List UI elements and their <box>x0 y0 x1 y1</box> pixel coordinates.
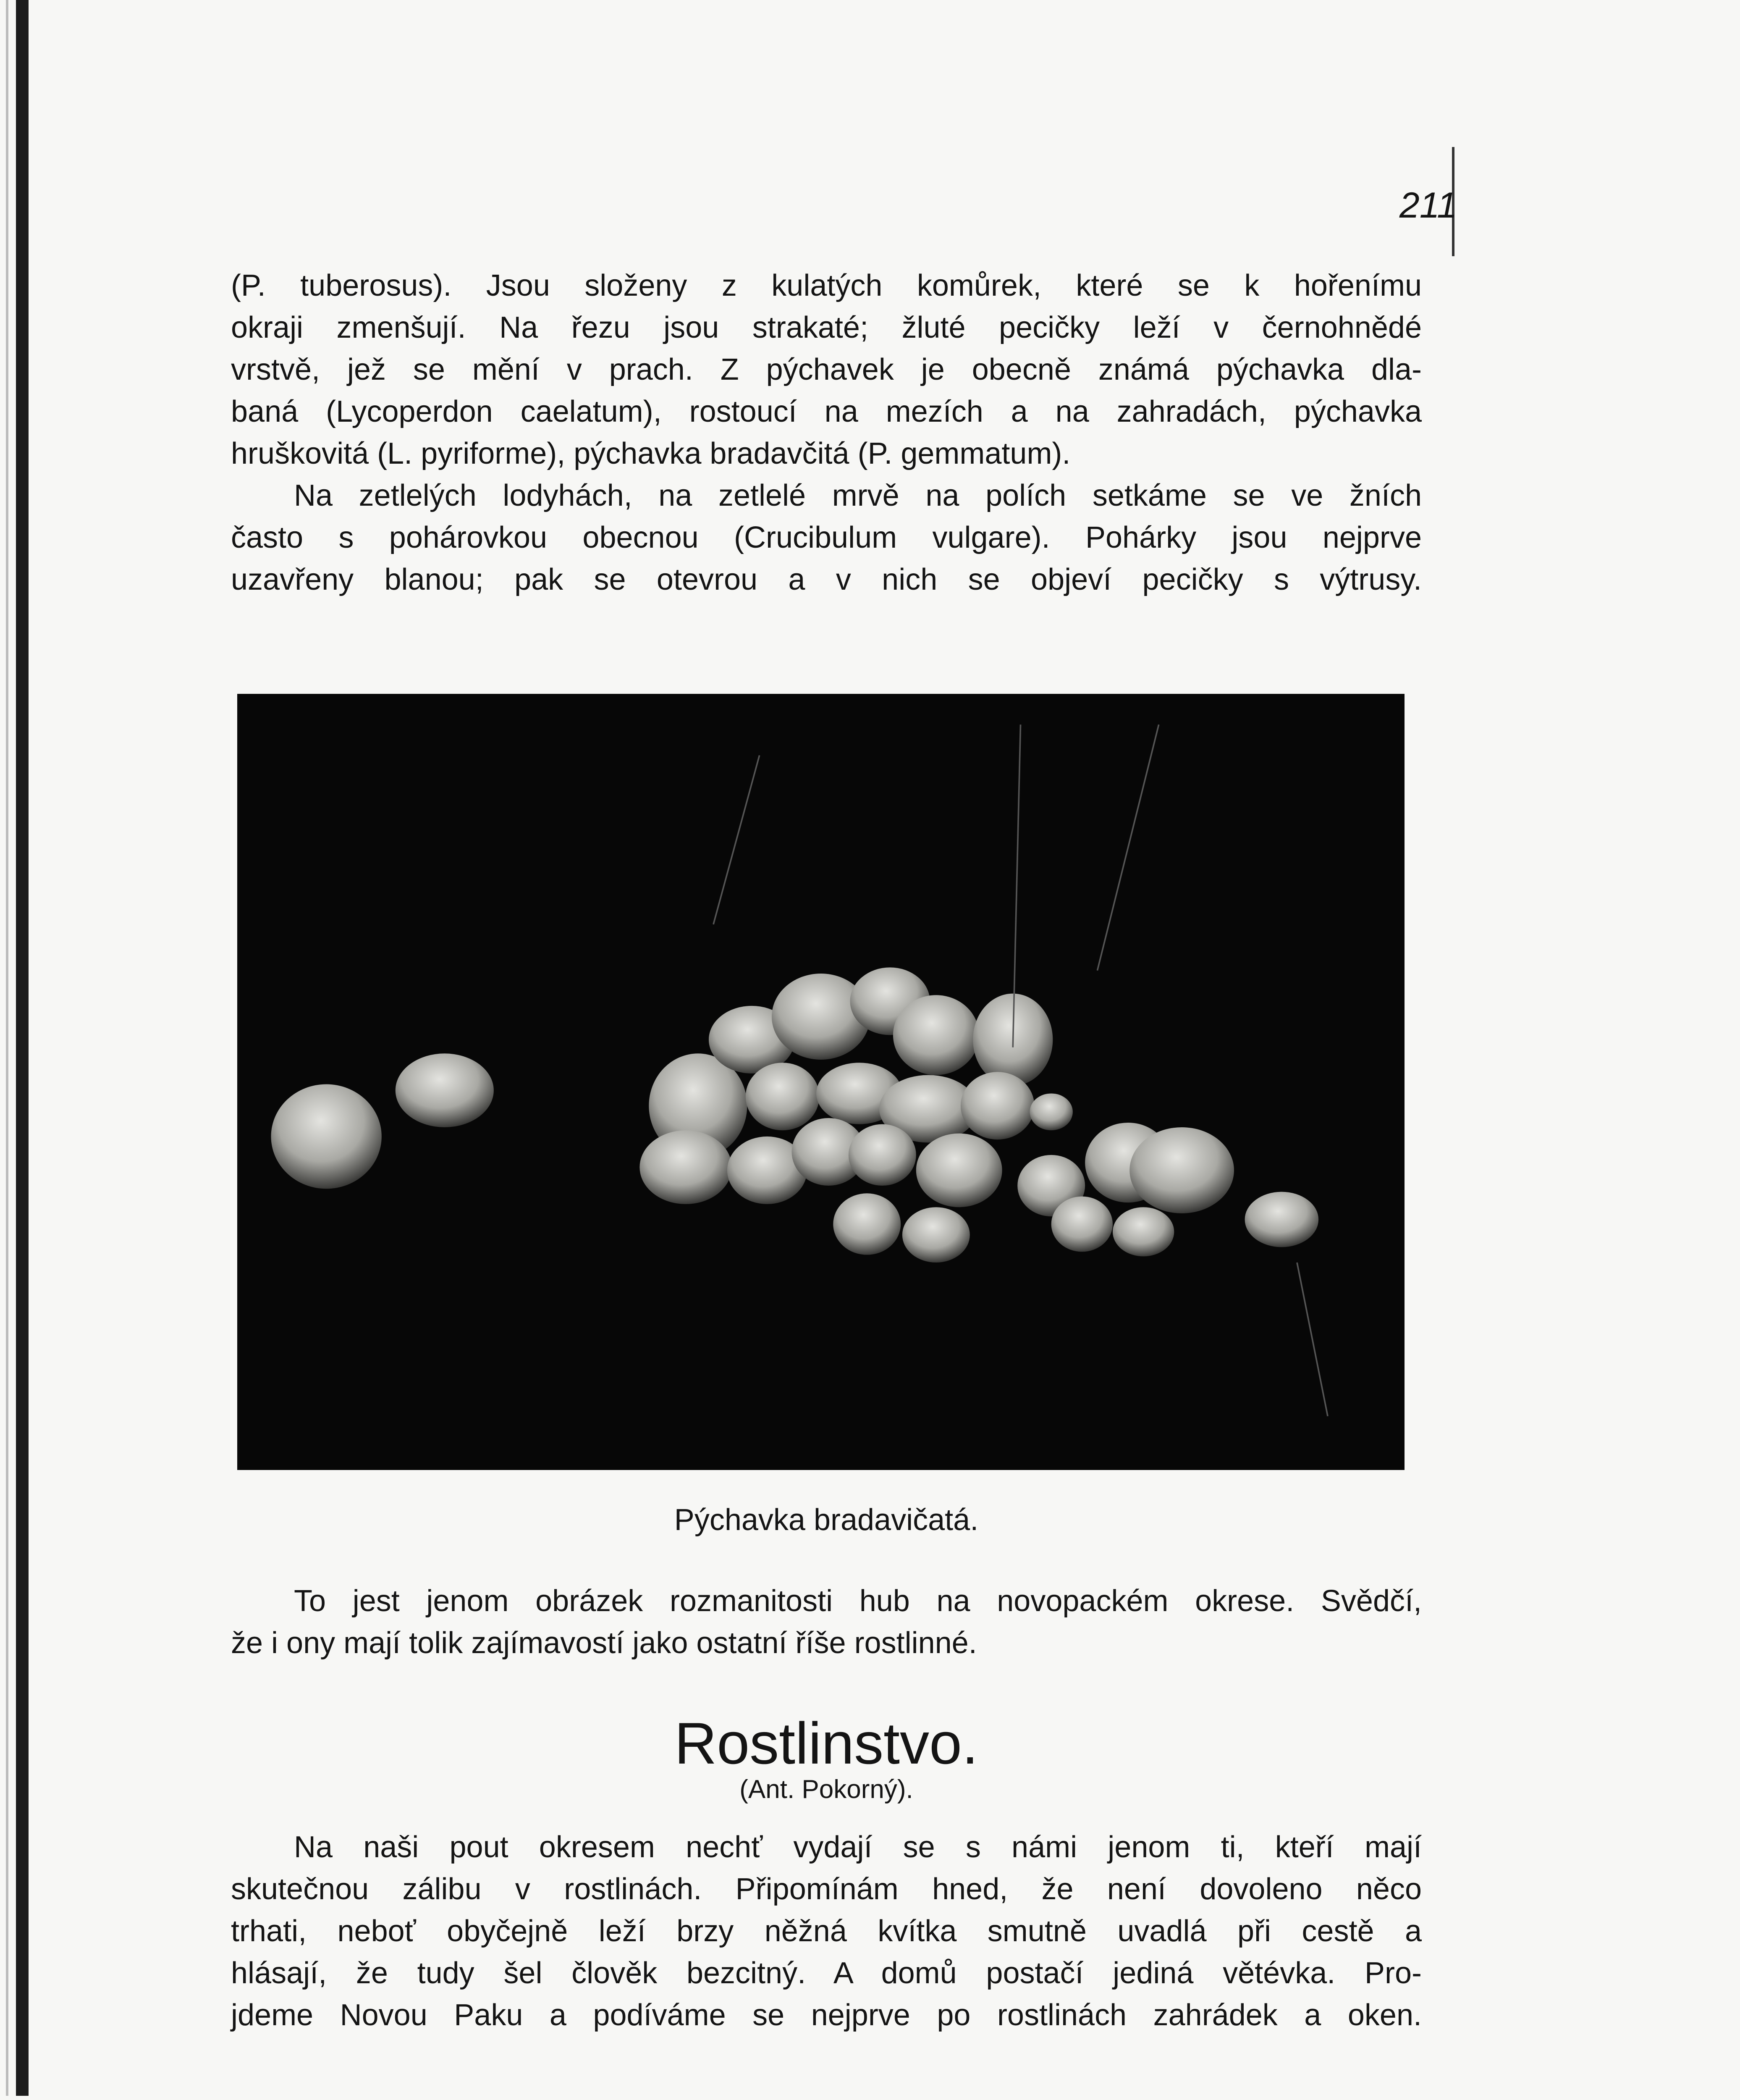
section-author: (Ant. Pokorný). <box>739 1775 913 1804</box>
section-title: Rostlinstvo. <box>674 1710 978 1776</box>
text-line: baná (Lycoperdon caelatum), rostoucí na mezích a na zahradách, pýchavka <box>231 395 1422 428</box>
text-line: často s pohárovkou obecnou (Crucibulum vulgare). Pohárky jsou nejprve <box>231 521 1422 554</box>
text-line: okraji zmenšují. Na řezu jsou strakaté; žluté pecičky leží v černohnědé <box>231 311 1422 344</box>
text-line: hruškovitá (L. pyriforme), pýchavka bradavčitá (P. gemmatum). <box>231 437 1071 470</box>
text-line: hlásají, že tudy šel člověk bezcitný. A domů postačí jediná větévka. Pro- <box>231 1956 1422 1990</box>
text-line: vrstvě, jež se mění v prach. Z pýchavek je obecně známá pýchavka dla- <box>231 353 1422 386</box>
text-line: jdeme Novou Paku a podíváme se nejprve po rostlinách zahrádek a oken. <box>231 1998 1422 2032</box>
scan-edge <box>6 0 8 2096</box>
paragraph-4 <box>231 1826 1422 2036</box>
text-line: uzavřeny blanou; pak se otevrou a v nich se objeví pecičky s výtrusy. <box>231 563 1422 596</box>
text-line: trhati, neboť obyčejně leží brzy něžná kvítka smutně uvadlá při cestě a <box>231 1914 1422 1948</box>
paragraph-2 <box>231 475 1422 601</box>
text-line: (P. tuberosus). Jsou složeny z kulatých komůrek, které se k hořenímu <box>231 269 1422 302</box>
puffball-photograph <box>237 694 1405 1470</box>
paragraph-3 <box>231 1580 1422 1664</box>
paragraph-1 <box>231 265 1422 475</box>
photo-image <box>237 694 1405 1470</box>
text-line: To jest jenom obrázek rozmanitosti hub na novopackém okrese. Svědčí, <box>294 1584 1422 1618</box>
book-binding-edge <box>16 0 29 2096</box>
text-line: skutečnou zálibu v rostlinách. Připomínám hned, že není dovoleno něco <box>231 1872 1422 1906</box>
text-line: že i ony mají tolik zajímavostí jako ostatní říše rostlinné. <box>231 1626 977 1660</box>
page-number: 211 <box>1399 185 1457 226</box>
text-line: Na zetlelých lodyhách, na zetlelé mrvě na polích setkáme se ve žních <box>294 479 1422 512</box>
figure-caption: Pýchavka bradavičatá. <box>674 1503 979 1537</box>
text-line: Na naši pout okresem nechť vydají se s námi jenom ti, kteří mají <box>294 1830 1422 1864</box>
